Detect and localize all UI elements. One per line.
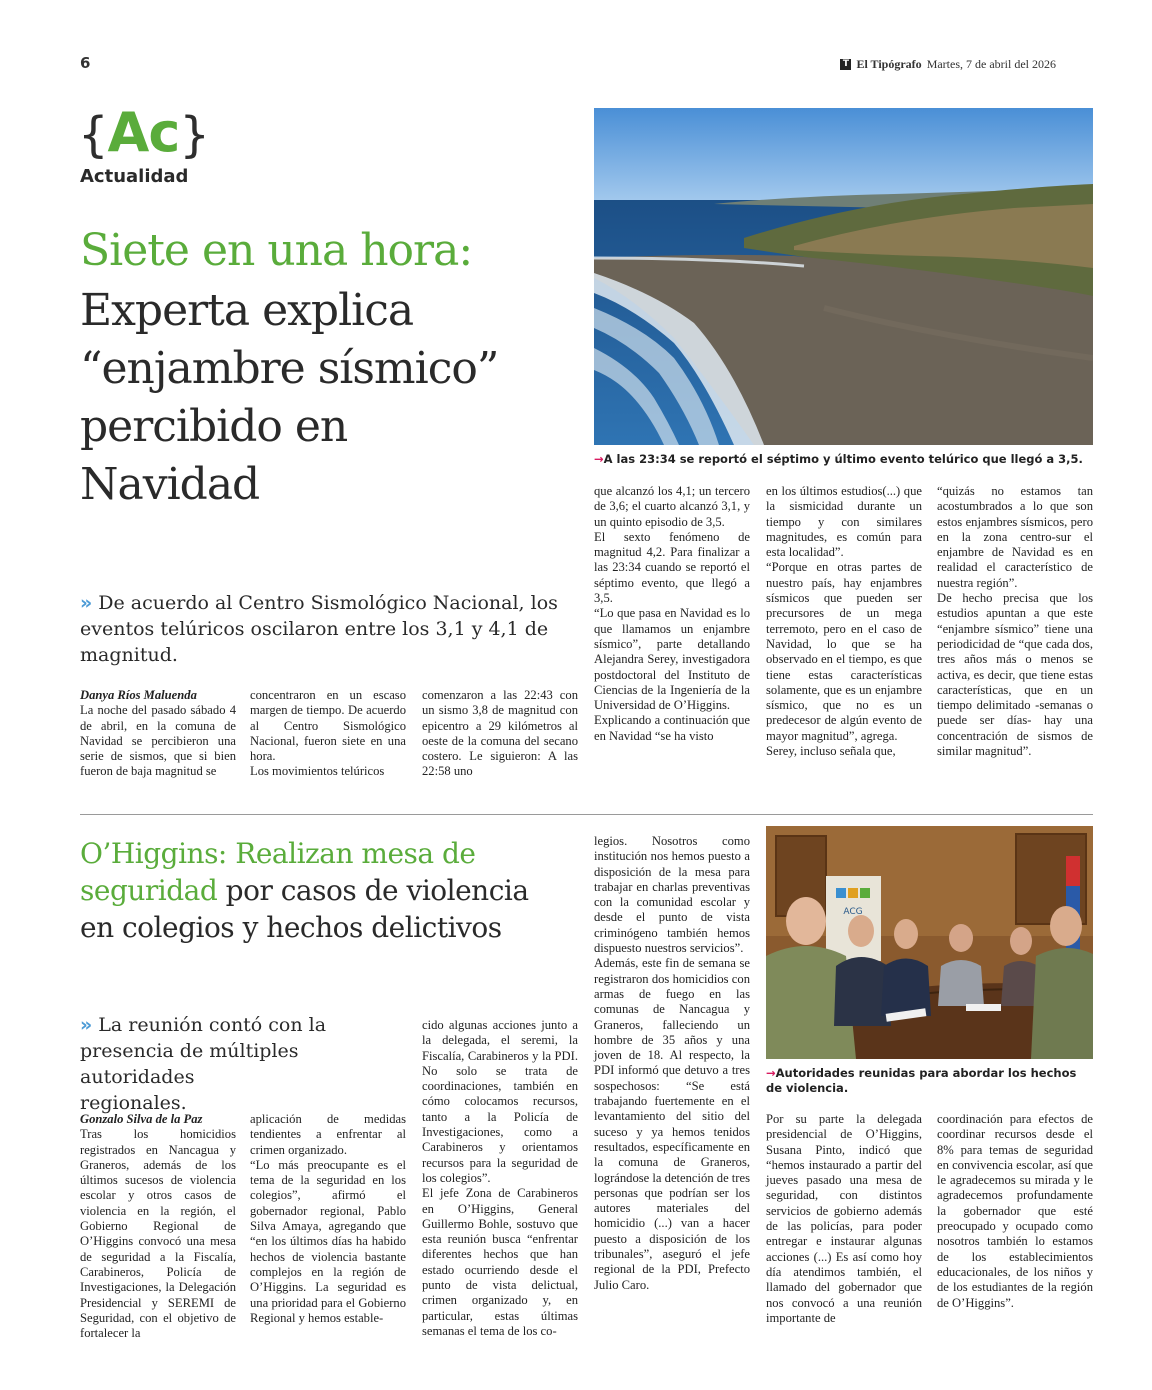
article1-photo-caption	[594, 452, 1093, 467]
article1-paragraph: “Porque en otras partes de nuestro país, hay enjambres sísmicos que pueden ser precursores de un mega terremoto, pero en el caso de Navidad, lo que se ha observado en el tiempo, es que tiene estas características solamente, que es un enjambre sísmico, que no es un predecesor de algún evento de mayor magnitud”, agrega.	[766, 560, 922, 743]
article2-headline-line: en colegios y hechos delictivos	[80, 911, 502, 944]
article1-headline-line: “enjambre sísmico”	[80, 343, 499, 394]
article1-paragraph: Explicando a continuación que en Navidad “se ha visto	[594, 713, 750, 743]
article2-column-2	[250, 1112, 406, 1326]
article2-lead-line: La reunión contó con la	[98, 1014, 327, 1036]
article2-lead-line: regionales.	[80, 1092, 187, 1114]
article2-column-4	[594, 834, 750, 1293]
article2-paragraph: “Lo más preocupante es el tema de la seguridad en los colegios”, afirmó el gobernador regional, Pablo Silva Amaya, agregando que “en los últimos días ha habido hechos de violencia bastante complejos en la región de O’Higgins. La seguridad es una prioridad para el Gobierno Regional y hemos estable-	[250, 1157, 406, 1325]
article2-paragraph: Tras los homicidios registrados en Nancagua y Graneros, además de los últimos sucesos de violencia escolar y otros casos de violencia en la región, el Gobierno Regional de O’Higgins convocó una mesa de seguridad a la Fiscalía, Carabineros, Policía de Investigaciones, la Delegación Presidencial y SEREMI de Seguridad, con el objetivo de fortalecer la	[80, 1127, 236, 1341]
article1-headline-kicker: Siete en una hora:	[80, 225, 473, 276]
article1-paragraph: La noche del pasado sábado 4 de abril, en la comuna de Navidad se percibieron una serie de sismos, que si bien fueron de baja magnitud se	[80, 703, 236, 779]
article1-lead-line: magnitud.	[80, 644, 178, 666]
article1-headline-line: percibido en	[80, 401, 348, 452]
article2-photo-meeting	[766, 826, 1093, 1059]
masthead	[840, 57, 1056, 72]
article1-paragraph: “quizás no estamos tan acostumbrados a lo que son estos enjambres sísmicos, pero en la zona centro-sur el enjambre de Navidad es en realidad el característico de nuestra región”.	[937, 484, 1093, 590]
article2-headline-highlight: seguridad	[80, 874, 218, 907]
article1-paragraph: en los últimos estudios(...) que la sismicidad durante un tiempo y con similares magnitudes, es común para esta localidad”.	[766, 484, 922, 560]
article1-author: Danya Ríos Maluenda	[80, 688, 197, 702]
article1-paragraph: concentraron en un escaso margen de tiempo. De acuerdo al Centro Sismológico Nacional, fueron siete en una hora.	[250, 688, 406, 764]
article1-paragraph: El sexto fenómeno de magnitud 4,2. Para finalizar a las 23:34 cuando se reportó el séptimo evento, que llegó a 3,5.	[594, 529, 750, 606]
article-divider	[80, 814, 1093, 815]
photo-sign-text: ACG	[843, 907, 863, 917]
article2-paragraph: cido algunas acciones junto a la delegada, el seremi, la Fiscalía, Carabineros y la PDI. No solo se trata de coordinaciones, también en cómo colocamos recursos, tanto a la Policía de Investigaciones, como a Carabineros y orientamos recursos para la seguridad de los colegios”.	[422, 1018, 578, 1185]
article2-author: Gonzalo Silva de la Paz	[80, 1112, 203, 1126]
article1-headline	[80, 282, 580, 514]
issue-date: Martes, 7 de abril del 2026	[926, 57, 1056, 71]
article1-column-5	[766, 484, 922, 759]
article1-photo-coastline	[594, 108, 1093, 445]
article1-lead-line: eventos telúricos oscilaron entre los 3,1 y 4,1 de	[80, 618, 549, 640]
article1-paragraph: “Lo que pasa en Navidad es lo que llamamos un enjambre sísmico”, parte detallando Alejandra Serey, investigadora postdoctoral del Instituto de Ciencias de la Ingeniería de la Universidad de O’Higgins.	[594, 606, 750, 713]
article2-photo-caption	[766, 1066, 1093, 1096]
publication-logo-icon: T	[840, 59, 851, 70]
article1-paragraph: comenzaron a las 22:43 con un sismo 3,8 de magnitud con epicentro a 29 kilómetros al oeste de la comuna del secano costero. Le siguieron: A las 22:58 uno	[422, 688, 578, 779]
section-logo-close-brace: }	[179, 107, 209, 163]
article2-column-6	[937, 1112, 1093, 1311]
article1-column-3	[422, 688, 578, 780]
article2-column-1	[80, 1112, 236, 1341]
article2-paragraph: Por su parte la delegada presidencial de O’Higgins, Susana Pinto, indicó que “hemos instaurado a partir del jueves pasado una mesa de seguridad, con distintos servicios de gobierno además de las policías, para poder entregar e instaurar algunas acciones (...) Es así como hoy día atendimos también, el llamado del gobernador que nos convocó a una reunión importante de	[766, 1112, 922, 1325]
page-number: 6	[80, 54, 91, 72]
lead-marker-icon: »	[80, 1014, 93, 1036]
lead-marker-icon: »	[80, 592, 93, 614]
article1-column-6	[937, 484, 1093, 759]
article1-lead	[80, 590, 580, 668]
article2-paragraph: coordinación para efectos de coordinar recursos desde el 8% para temas de seguridad en convivencia escolar, así que le agradecemos su mirada y le agradecemos profundamente la gobernador que esté preocupado y ocupado como nosotros también lo estamos de los establecimientos educacionales, de los niños y de los estudiantes de la región de O’Higgins”.	[937, 1112, 1093, 1310]
article2-headline-line: O’Higgins: Realizan mesa de	[80, 837, 476, 870]
article2-paragraph: Además, este fin de semana se registraron dos homicidios con armas de fuego en las comunas de Nancagua y Graneros, falleciendo un hombre de 35 años y una joven de 18. Al respecto, la PDI informó que detuvo a tres sospechosos: “Se está trabajando fuertemente en el levantamiento del sitio del suceso y ya hemos tenidos resultados, específicamente en la comuna de Graneros, lográndose la detención de tres personas que podrían ser los autores materiales del homicidio (...) van a hacer puesto a disposición de los tribunales”, aseguró el jefe regional de la PDI, Prefecto Julio Caro.	[594, 956, 750, 1292]
section-logo-text: Ac	[107, 101, 180, 164]
article2-paragraph: aplicación de medidas tendientes a enfrentar al crimen organizado.	[250, 1112, 406, 1157]
article2-paragraph: legios. Nosotros como institución nos hemos puesto a disposición de la mesa para trabajar en charlas preventivas con la comunidad escolar y desde el punto de vista criminógeno también hemos dispuesto nuestros servicios”.	[594, 834, 750, 956]
caption-arrow-icon: →	[594, 452, 604, 466]
article1-column-2	[250, 688, 406, 780]
article2-lead-line: presencia de múltiples autoridades	[80, 1040, 299, 1088]
article1-lead-line-1	[80, 590, 580, 616]
article2-lead	[80, 1012, 410, 1116]
article1-paragraph: De hecho precisa que los estudios apuntan a que este “enjambre sísmico” tiene una periodicidad de “que cada dos, tres años más o menos se activa, es decir, que tiene estas características, que en un tiempo delimitado -semanas o puede ser días- hay una concentración de sismos de similar magnitud”.	[937, 591, 1093, 759]
article2-headline-line-2	[80, 872, 580, 909]
publication-name: El Tipógrafo	[856, 57, 922, 71]
section-logo	[78, 103, 209, 165]
article1-headline-line: Experta explica	[80, 285, 414, 336]
article2-column-5	[766, 1112, 922, 1326]
article1-lead-line: De acuerdo al Centro Sismológico Nacional, los	[98, 592, 558, 614]
caption-arrow-icon: →	[766, 1066, 776, 1080]
article1-paragraph: que alcanzó los 4,1; un tercero de 3,6; el cuarto alcanzó 3,1, y un quinto episodio de 3,5.	[594, 484, 750, 529]
article1-paragraph: Serey, incluso señala que,	[766, 744, 896, 759]
article1-column-4	[594, 484, 750, 744]
article2-paragraph: El jefe Zona de Carabineros en O’Higgins, General Guillermo Bohle, sostuvo que esta reunión busca “enfrentar diferentes hechos que han estado ocurriendo desde el punto de vista delictual, crimen organizado y, en particular, estas últimas semanas el tema de los co-	[422, 1186, 578, 1338]
section-logo-open-brace: {	[78, 107, 108, 163]
article1-paragraph: Los movimientos telúricos	[250, 764, 385, 779]
article2-headline	[80, 835, 580, 946]
article2-photo-caption-text: Autoridades reunidas para abordar los hechos de violencia.	[766, 1066, 1077, 1095]
article1-photo-caption-text: A las 23:34 se reportó el séptimo y último evento telúrico que llegó a 3,5.	[603, 452, 1083, 466]
article2-column-3	[422, 1018, 578, 1339]
article2-lead-line-1	[80, 1012, 410, 1038]
section-label: Actualidad	[80, 166, 189, 187]
article1-headline-line: Navidad	[80, 459, 260, 510]
article2-headline-text: por casos de violencia	[217, 874, 529, 907]
article1-column-1	[80, 688, 236, 780]
